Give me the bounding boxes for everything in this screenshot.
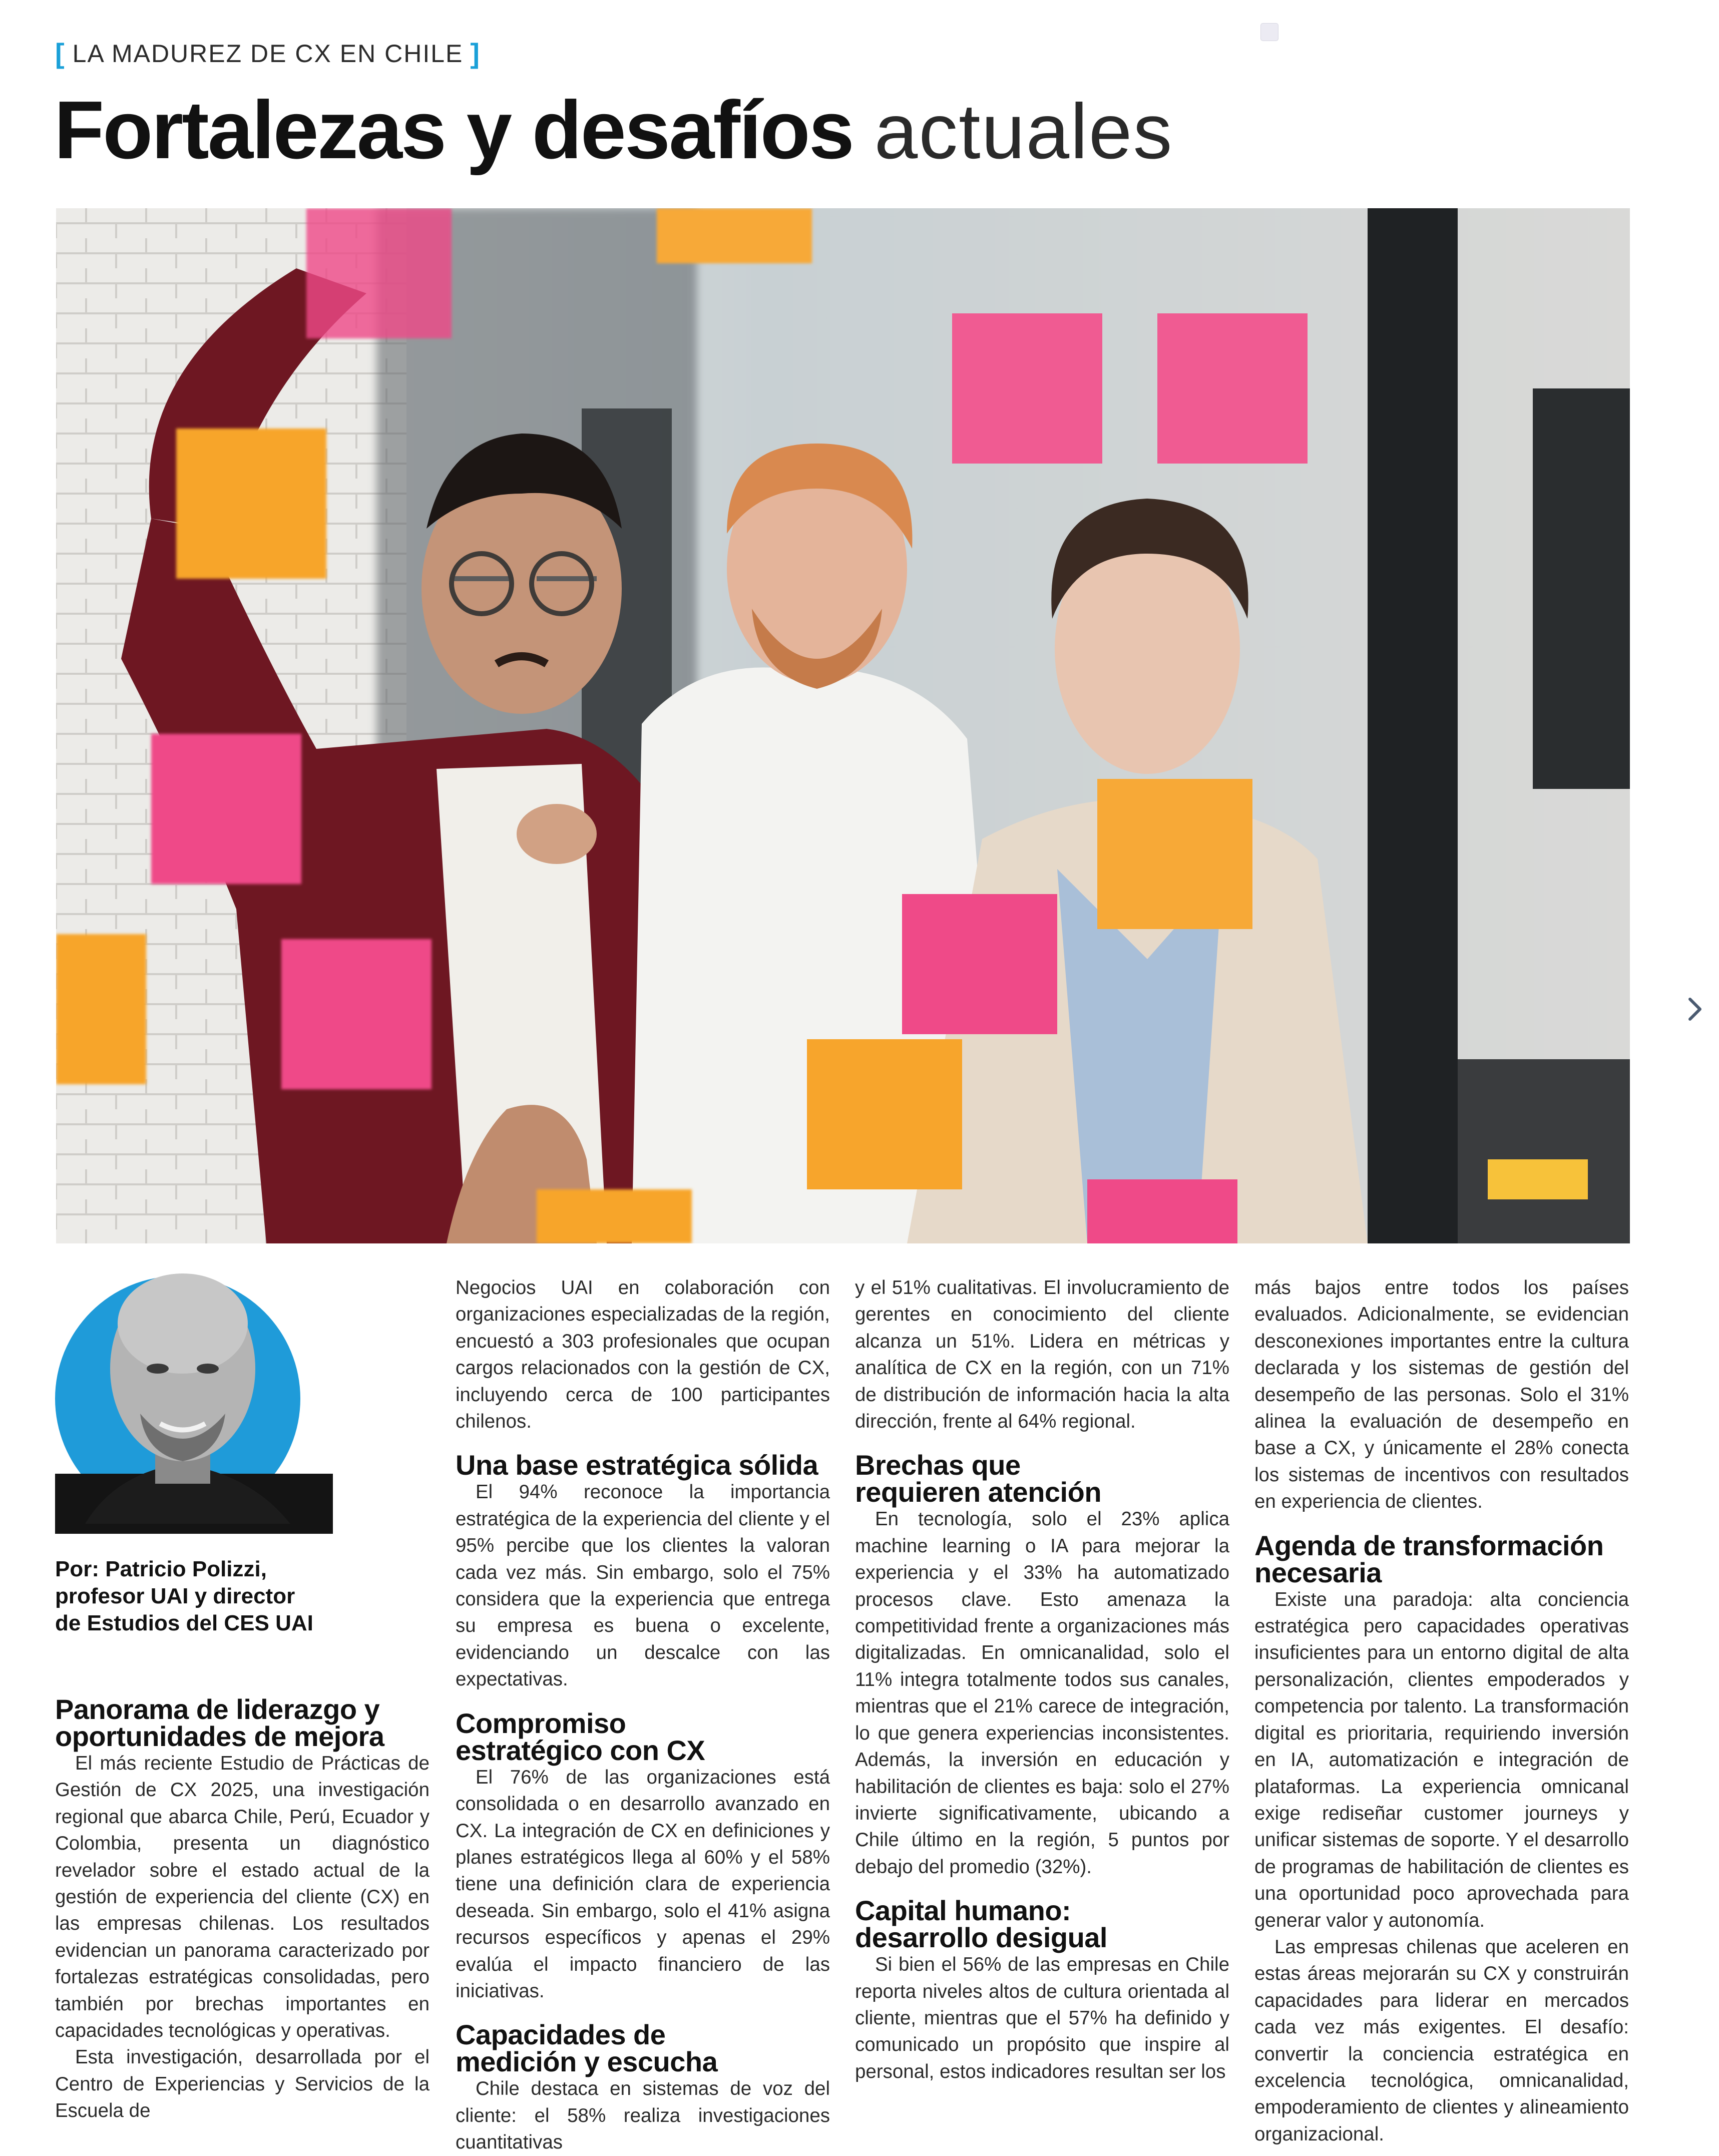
- byline: [55, 1556, 365, 1637]
- subheading-agenda: [1254, 1529, 1629, 1588]
- paragraph: Esta investigación, desarrollada por el Centro de Experiencias y Servicios de la Escuela de: [55, 2046, 429, 2122]
- title-bold: Fortalezas y desafíos: [54, 84, 853, 176]
- hero-photo-illustration: [56, 208, 1630, 1243]
- article-column-4: [1254, 1274, 1629, 2147]
- subheading-line-1: Brechas que: [855, 1449, 1021, 1481]
- section-kicker: [55, 37, 481, 70]
- paragraph: En tecnología, solo el 23% aplica machine learning o IA para mejorar la experiencia y el 33% ha automatizado procesos clave. Esto amenaza la competitividad frente a organizaciones más digitalizadas. En omnicanalidad, solo el 11% integra totalmente todos sus canales, mientras que el 21% carece de integración, lo que genera experiencias inconsistentes. Además, la inversión en educación y habilitación de clientes es baja: solo el 27% invierte significativamente, ubicando a Chile último en la región, 5 puntos por debajo del promedio (32%).: [855, 1508, 1229, 1878]
- byline-line-2: profesor UAI y director: [55, 1584, 295, 1608]
- byline-line-3: de Estudios del CES UAI: [55, 1611, 313, 1635]
- subheading-compromiso: [456, 1707, 830, 1766]
- subheading-line-1: Capacidades de: [456, 2019, 666, 2051]
- subheading-line-2: desarrollo desigual: [855, 1922, 1107, 1954]
- subheading-line-2: medición y escucha: [456, 2046, 718, 2078]
- subheading-capital-humano: [855, 1895, 1229, 1954]
- paragraph: Si bien el 56% de las empresas en Chile reporta niveles altos de cultura orientada al cliente, mientras que el 57% ha definido y comunicado un propósito que inspire al personal, estos indicadores resultan ser los: [855, 1954, 1229, 2082]
- subheading-capacidades: [456, 2019, 830, 2078]
- subheading-line-1: Compromiso: [456, 1707, 626, 1739]
- paragraph: Chile destaca en sistemas de voz del cliente: el 58% realiza investigaciones cuantitativas: [456, 2078, 830, 2153]
- subheading-line-1: Agenda de transformación: [1254, 1529, 1604, 1561]
- subheading-line-2: requieren atención: [855, 1476, 1102, 1508]
- paragraph: El más reciente Estudio de Prácticas de Gestión de CX 2025, una investigación regional que abarca Chile, Perú, Ecuador y Colombia, presenta un diagnóstico revelador sobre el estado actual de la gestión de experiencia del cliente (CX) en las empresas chilenas. Los resultados evidencian un panorama caracterizado por fortalezas estratégicas consolidadas, pero también por brechas importantes en capacidades tecnológicas y operativas.: [55, 1753, 429, 2042]
- kicker-bracket-left: [: [55, 38, 66, 69]
- hero-photo: [56, 208, 1630, 1243]
- subheading-panorama: [55, 1693, 429, 1752]
- paragraph: El 76% de las organizaciones está consolidada o en desarrollo avanzado en CX. La integración de CX en definiciones y planes estratégicos llega al 60% y el 58% tiene una definición clara de experiencia deseada. Sin embargo, solo el 41% asigna recursos específicos y apenas el 29% evalúa el impacto financiero de las iniciativas.: [456, 1766, 830, 2002]
- author-portrait-illustration: [55, 1263, 333, 1534]
- next-page-button[interactable]: [1680, 989, 1710, 1029]
- title-light: actuales: [874, 88, 1173, 175]
- subheading-base-estrategica: Una base estratégica sólida: [456, 1449, 818, 1481]
- byline-line-1: Por: Patricio Polizzi,: [55, 1557, 267, 1581]
- article-column-3: [855, 1274, 1229, 2085]
- article-column-2: [456, 1274, 830, 2156]
- article-column-1: [55, 1693, 429, 2124]
- page-marker-icon: [1260, 23, 1278, 41]
- paragraph: y el 51% cualitativas. El involucramiento de gerentes en conocimiento del cliente alcanza un 51%. Lidera en métricas y analítica de CX en la región, con un 71% de distribución de información hacia la alta dirección, frente al 64% regional.: [855, 1277, 1229, 1433]
- kicker-text: LA MADUREZ DE CX EN CHILE: [72, 39, 464, 68]
- subheading-line-1: Capital humano:: [855, 1895, 1071, 1927]
- subheading-line-2: oportunidades de mejora: [55, 1720, 384, 1752]
- kicker-bracket-right: ]: [470, 38, 481, 69]
- chevron-right-icon: [1685, 994, 1705, 1024]
- paragraph: Las empresas chilenas que aceleren en estas áreas mejorarán su CX y construirán capacidades para liderar en mercados cada vez más exigentes. El desafío: convertir la conciencia estratégica en excelencia tecnológica, omnicanalidad, empoderamiento de clientes y alineamiento organizacional.: [1254, 1936, 1629, 2145]
- subheading-line-2: necesaria: [1254, 1556, 1382, 1588]
- subheading-brechas: [855, 1449, 1229, 1508]
- paragraph: Negocios UAI en colaboración con organizaciones especializadas de la región, encuestó a 303 profesionales que ocupan cargos relacionados con la gestión de CX, incluyendo cerca de 100 participantes chilenos.: [456, 1277, 830, 1433]
- paragraph: Existe una paradoja: alta conciencia estratégica pero capacidades operativas insuficientes para un entorno digital de alta personalización, clientes empoderados y competencia por talento. La transformación digital es prioritaria, requiriendo inversión en IA, automatización e integración de plataformas. La experiencia omnicanal exige rediseñar customer journeys y unificar sistemas de soporte. Y el desarrollo de programas de habilitación de clientes es una oportunidad poco aprovechada para generar valor y autonomía.: [1254, 1588, 1629, 1931]
- author-avatar: [55, 1263, 333, 1534]
- paragraph: más bajos entre todos los países evaluados. Adicionalmente, se evidencian desconexiones importantes entre la cultura declarada y los sistemas de gestión del desempeño de las personas. Solo el 31% alinea la evaluación de desempeño en base a CX, y únicamente el 28% conecta los sistemas de incentivos con resultados en experiencia de clientes.: [1254, 1277, 1629, 1513]
- paragraph: El 94% reconoce la importancia estratégica de la experiencia del cliente y el 95% percibe que los clientes la valoran cada vez más. Sin embargo, solo el 75% considera que la experiencia que entrega su empresa es buena o excelente, evidenciando un descalce con las expectativas.: [456, 1481, 830, 1690]
- page-title: [54, 84, 1173, 176]
- subheading-line-1: Panorama de liderazgo y: [55, 1693, 380, 1725]
- subheading-line-2: estratégico con CX: [456, 1734, 705, 1766]
